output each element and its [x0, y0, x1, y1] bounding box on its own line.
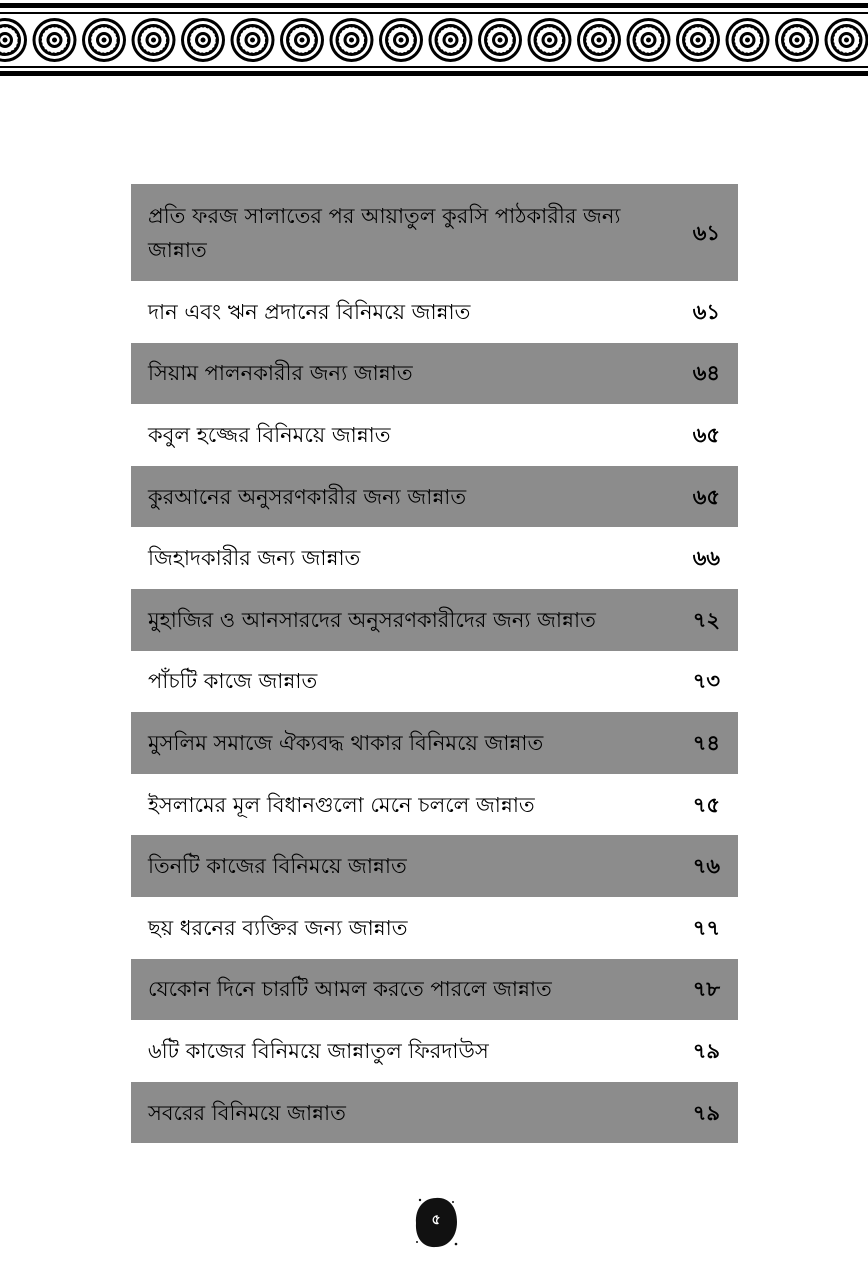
toc-page-number: ৭২ — [692, 607, 720, 632]
toc-page-number: ৬৫ — [692, 484, 720, 509]
toc-title: দান এবং ঋন প্রদানের বিনিময়ে জান্নাত — [148, 299, 471, 324]
toc-row[interactable] — [131, 959, 738, 1021]
toc-page-number: ৭৬ — [692, 854, 720, 879]
toc-row[interactable] — [131, 184, 738, 281]
toc-title: পাঁচটি কাজে জান্নাত — [148, 669, 318, 694]
border-rosette-icon — [0, 18, 27, 62]
toc-row[interactable] — [131, 897, 738, 959]
toc-row[interactable] — [131, 651, 738, 713]
toc-page-number: ৬৫ — [692, 422, 720, 447]
border-rosette-icon — [478, 18, 522, 62]
toc-page-number: ৬৪ — [692, 361, 720, 386]
toc-row[interactable] — [131, 774, 738, 836]
toc-row[interactable] — [131, 343, 738, 405]
toc-row[interactable] — [131, 1020, 738, 1082]
border-rosette-icon — [577, 18, 621, 62]
toc-row[interactable] — [131, 712, 738, 774]
toc-title: সবরের বিনিময়ে জান্নাত — [148, 1100, 346, 1125]
border-rosette-icon — [33, 18, 77, 62]
table-of-contents — [131, 184, 738, 1143]
toc-row[interactable] — [131, 404, 738, 466]
toc-page-number: ৭৭ — [692, 915, 720, 940]
toc-title: মুহাজির ও আনসারদের অনুসরণকারীদের জন্য জান্নাত — [148, 607, 596, 632]
toc-title: সিয়াম পালনকারীর জন্য জান্নাত — [148, 361, 413, 386]
border-rosette-icon — [528, 18, 572, 62]
page-number: ৫ — [431, 1212, 441, 1228]
toc-title: মুসলিম সমাজে ঐক্যবদ্ধ থাকার বিনিময়ে জান্নাত — [148, 730, 544, 755]
border-rosette-icon — [132, 18, 176, 62]
toc-title: ছয় ধরনের ব্যক্তির জন্য জান্নাত — [148, 915, 408, 940]
border-rosette-icon — [676, 18, 720, 62]
border-rosette-icon — [429, 18, 473, 62]
border-rosette-icon — [330, 18, 374, 62]
toc-title: জিহাদকারীর জন্য জান্নাত — [148, 546, 361, 571]
toc-title: তিনটি কাজের বিনিময়ে জান্নাত — [148, 854, 407, 879]
toc-page-number: ৭৩ — [692, 669, 720, 694]
border-rosette-icon — [231, 18, 275, 62]
toc-title: ৬টি কাজের বিনিময়ে জান্নাতুল ফিরদাউস — [148, 1038, 489, 1063]
toc-page-number: ৭৮ — [692, 977, 720, 1002]
toc-title: কবুল হজ্জের বিনিময়ে জান্নাত — [148, 422, 391, 447]
toc-page-number: ৬১ — [692, 299, 720, 324]
border-rosette-icon — [726, 18, 770, 62]
decorative-border — [0, 0, 868, 80]
border-rosette-icon — [825, 18, 868, 62]
border-rosette-icon — [181, 18, 225, 62]
toc-row[interactable] — [131, 1082, 738, 1144]
toc-page-number: ৭৯ — [692, 1038, 720, 1063]
toc-row[interactable] — [131, 589, 738, 651]
toc-row[interactable] — [131, 527, 738, 589]
toc-row[interactable] — [131, 281, 738, 343]
toc-page-number: ৭৪ — [692, 730, 720, 755]
border-rosette-icon — [280, 18, 324, 62]
border-rosette-icon — [775, 18, 819, 62]
border-rosette-icon — [379, 18, 423, 62]
toc-page-number: ৬১ — [692, 220, 720, 245]
toc-row[interactable] — [131, 466, 738, 528]
border-rosette-icon — [82, 18, 126, 62]
toc-row[interactable] — [131, 835, 738, 897]
toc-title: প্রতি ফরজ সালাতের পর আয়াতুল কুরসি পাঠকারীর জন্য জান্নাত — [148, 203, 621, 262]
border-rosette-icon — [627, 18, 671, 62]
toc-page-number: ৭৯ — [692, 1100, 720, 1125]
toc-page-number: ৬৬ — [692, 546, 720, 571]
toc-title: ইসলামের মূল বিধানগুলো মেনে চললে জান্নাত — [148, 792, 535, 817]
toc-page-number: ৭৫ — [692, 792, 720, 817]
toc-title: যেকোন দিনে চারটি আমল করতে পারলে জান্নাত — [148, 977, 552, 1002]
toc-title: কুরআনের অনুসরণকারীর জন্য জান্নাত — [148, 484, 467, 509]
